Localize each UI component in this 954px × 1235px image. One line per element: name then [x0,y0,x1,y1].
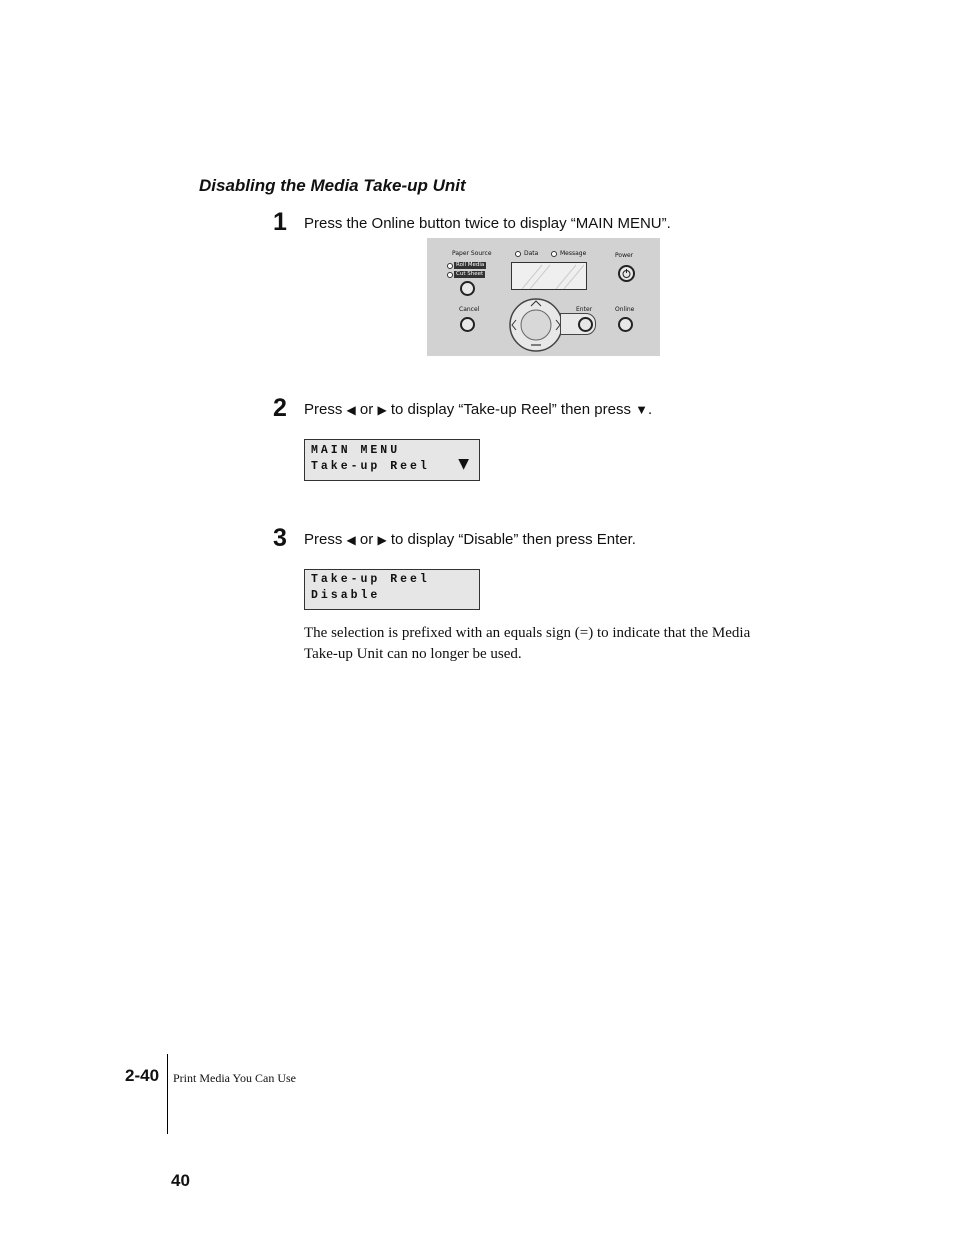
power-button[interactable] [618,265,635,282]
paper-source-button[interactable] [460,281,475,296]
step-3-text-press: Press [304,531,347,548]
left-arrow-icon: ◀ [346,533,356,547]
footer-divider [167,1054,168,1134]
step-3-text-display: to display “Disable” then press Enter. [386,531,636,548]
power-label: Power [615,252,634,259]
step-3-text-or: or [355,531,378,548]
lcd-down-arrow-icon: ▼ [458,456,469,472]
cut-sheet-led [447,272,453,278]
panel-display [511,262,587,290]
left-arrow-icon: ◀ [346,403,356,417]
arrow-pad-icon[interactable] [508,297,568,353]
paper-source-label: Paper Source [452,250,492,257]
message-led [551,251,557,257]
data-led [515,251,521,257]
enter-button[interactable] [578,317,593,332]
lcd-line-1: MAIN MENU [311,444,401,457]
step-3-number: 3 [273,524,287,552]
data-label: Data [524,250,539,257]
down-arrow-icon: ▼ [635,402,648,417]
right-arrow-icon: ▶ [377,533,387,547]
lcd-display-disable [304,569,480,610]
note-paragraph: The selection is prefixed with an equals sign (=) to indicate that the Media Take-up Unit can no longer be used. [304,625,751,662]
page-number: 40 [171,1171,190,1190]
printer-control-panel [427,238,660,356]
lcd-line-2: Disable [311,589,381,602]
chapter-title: Print Media You Can Use [173,1071,297,1085]
step-1-text: Press the Online button twice to display “MAIN MENU”. [304,215,671,232]
step-2-text-or: or [355,401,378,418]
online-button[interactable] [618,317,633,332]
roll-media-led [447,263,453,269]
section-page-number: 2-40 [125,1066,160,1085]
lcd-display-main-menu [304,439,480,481]
step-1-number: 1 [273,208,287,236]
cancel-label: Cancel [459,306,480,313]
right-arrow-icon: ▶ [377,403,387,417]
step-2-text [304,401,652,418]
power-icon [620,267,633,280]
cancel-button[interactable] [460,317,475,332]
step-2-number: 2 [273,394,287,422]
cut-sheet-label: Cut Sheet [456,271,484,277]
roll-media-label: Roll Media [456,262,485,268]
step-2-text-press: Press [304,401,347,418]
lcd-line-1: Take-up Reel [311,573,430,586]
message-label: Message [560,250,587,257]
step-2-text-period: . [648,401,653,418]
step-2-text-display: to display “Take-up Reel” then press [386,401,636,418]
online-label: Online [615,306,635,313]
display-glare-icon [512,263,586,289]
step-3-text [304,531,636,548]
enter-label: Enter [576,306,593,313]
section-title: Disabling the Media Take-up Unit [199,176,466,195]
lcd-line-2: Take-up Reel [311,460,430,473]
